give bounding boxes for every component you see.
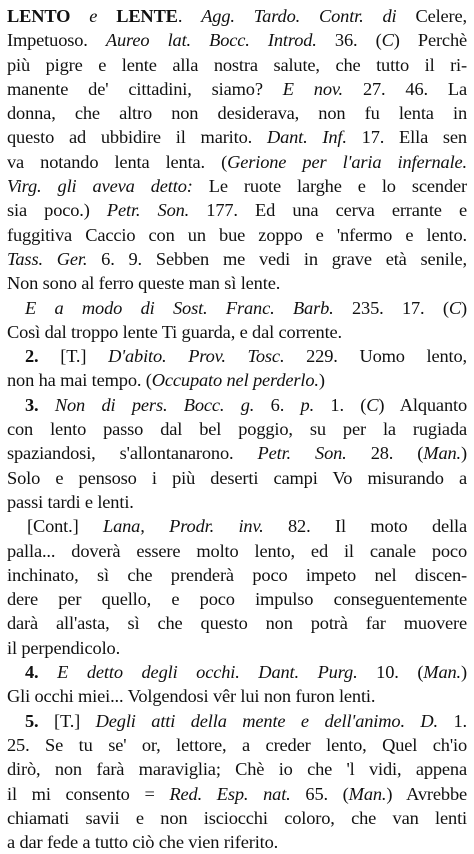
- text-line: va notando lenta lenta. (Gerione per l'aria infernale.: [7, 151, 467, 172]
- sense-line: 5. [T.] Degli atti della mente e dell'animo. D. 1.: [25, 710, 467, 731]
- sense-line: 3. Non di pers. Bocc. g. 6. p. 1. (C) Alquanto: [25, 394, 467, 415]
- entry-headline: LENTO e LENTE. Agg. Tardo. Contr. di Celere,: [7, 6, 467, 26]
- sense-line: [Cont.] Lana, Prodr. inv. 82. Il moto della: [27, 516, 467, 537]
- text-line: inchinato, sì che prenderà poco impeto nel discen-: [7, 564, 467, 585]
- text-line: Impetuoso. Aureo lat. Bocc. Introd. 36. (C) Perchè: [7, 30, 467, 51]
- text-line: donna, che altro non desiderava, non fu lenta in: [7, 103, 467, 124]
- text-line: Così dal troppo lente Ti guarda, e dal corrente.: [7, 321, 342, 342]
- text-line: il perpendicolo.: [7, 637, 121, 658]
- text-line: più pigre e lente alla nostra salute, che tutto il ri-: [7, 54, 467, 75]
- text-line: 25. Se tu se' or, lettore, a creder lento, Quel ch'io: [7, 734, 467, 755]
- text-line: Solo e pensoso i più deserti campi Vo misurando a: [7, 467, 467, 488]
- text-line: manente de' cittadini, siamo? E nov. 27. 46. La: [7, 78, 467, 99]
- sense-line: E a modo di Sost. Franc. Barb. 235. 17. (C): [25, 297, 467, 318]
- text-line: Tass. Ger. 6. 9. Sebben me vedi in grave età senile,: [7, 248, 467, 269]
- text-line: darà all'asta, sì che questo non potrà far muovere: [7, 613, 467, 634]
- text-line: chiamati savii e non isciocchi coloro, che van lenti: [7, 807, 467, 828]
- text-line: Virg. gli aveva detto: Le ruote larghe e lo scender: [7, 176, 467, 197]
- text-line: sia poco.) Petr. Son. 177. Ed una cerva errante e: [7, 200, 467, 221]
- text-line: a dar fede a tutto ciò che vien riferito.: [7, 832, 279, 853]
- text-line: questo ad ubbidire il marito. Dant. Inf. 17. Ella sen: [7, 127, 467, 148]
- text-line: Gli occhi miei... Volgendosi vêr lui non furon lenti.: [7, 686, 376, 707]
- text-line: Non sono al ferro queste man sì lente.: [7, 273, 281, 294]
- text-line: non ha mai tempo. (Occupato nel perderlo.): [7, 370, 325, 391]
- headword: LENTO: [7, 6, 71, 26]
- sense-line: 2. [T.] D'abito. Prov. Tosc. 229. Uomo lento,: [25, 346, 467, 367]
- text-line: fuggitiva Caccio con un bue zoppo e 'nfermo e lento.: [7, 224, 467, 245]
- text-line: passi tardi e lenti.: [7, 491, 134, 512]
- text-line: il mi consento = Red. Esp. nat. 65. (Man.) Avrebbe: [7, 783, 467, 804]
- sense-line: 4. E detto degli occhi. Dant. Purg. 10. (Man.): [25, 662, 467, 683]
- text-line: con lento passo dal bel poggio, su per la rugiada: [7, 419, 467, 440]
- text-line: dirò, non farà maraviglia; Chè io che 'l vidi, appena: [7, 759, 467, 780]
- text-line: palla... doverà essere molto lento, ed il canale poco: [7, 540, 467, 561]
- text-line: dere per quello, e poco impulso conseguentemente: [7, 589, 467, 610]
- text-line: spaziandosi, s'allontanarono. Petr. Son. 28. (Man.): [7, 443, 467, 464]
